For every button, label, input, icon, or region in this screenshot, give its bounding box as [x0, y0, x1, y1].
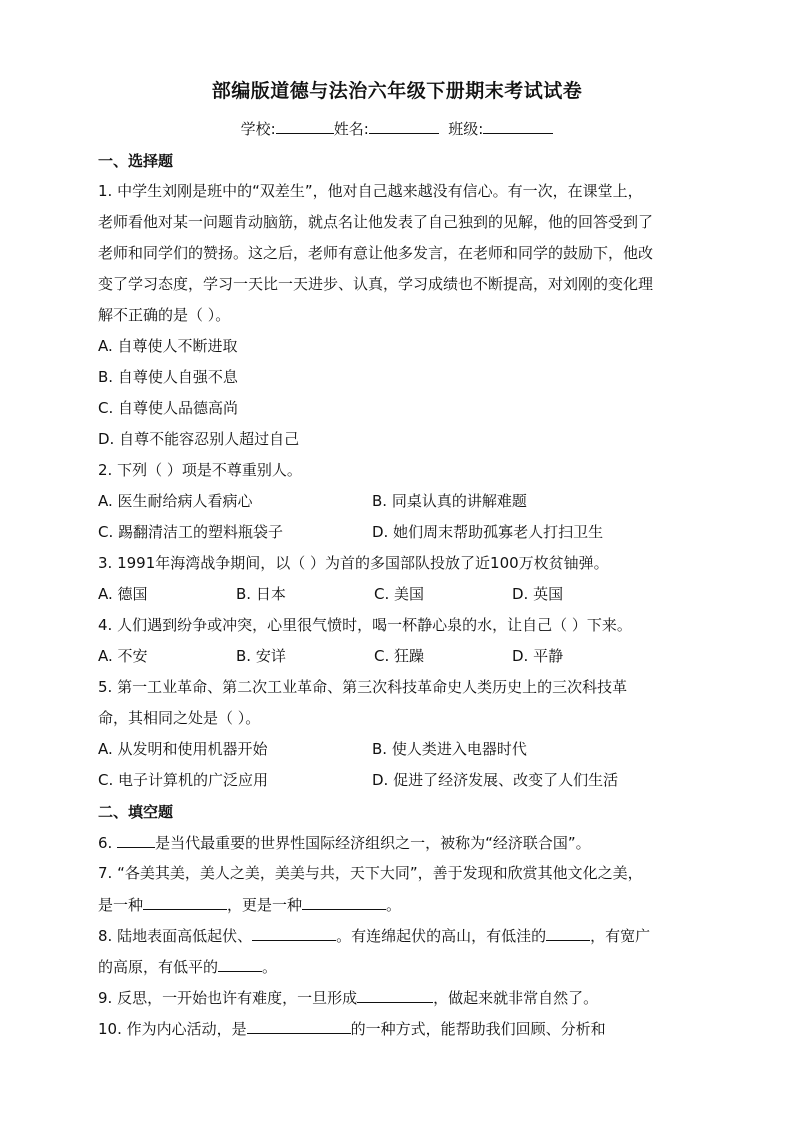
q9-blank[interactable] — [357, 987, 433, 1003]
class-label: 班级: — [448, 120, 484, 138]
q3-option-a[interactable]: A. 德国 — [98, 585, 148, 603]
q2-option-d[interactable]: D. 她们周末帮助孤寡老人打扫卫生 — [372, 523, 604, 541]
q9-line — [98, 987, 598, 1008]
q5-option-a[interactable]: A. 从发明和使用机器开始 — [98, 740, 268, 758]
q1-option-c[interactable]: C. 自尊使人品德高尚 — [98, 399, 239, 417]
q4-option-a[interactable]: A. 不安 — [98, 647, 148, 665]
q3-stem: 3. 1991年海湾战争期间，以（ ）为首的多国部队投放了近100万枚贫铀弹。 — [98, 554, 609, 572]
q6-text: 是当代最重要的世界性国际经济组织之一，被称为“经济联合国”。 — [155, 834, 591, 852]
q7-text-c: 。 — [386, 896, 402, 914]
q8-line-1 — [98, 925, 650, 946]
q10-line — [98, 1018, 606, 1039]
q1-line-1: 1. 中学生刘刚是班中的“双差生”，他对自己越来越没有信心。有一次，在课堂上， — [98, 182, 643, 200]
q8-blank-3[interactable] — [218, 956, 262, 972]
q8-blank-2[interactable] — [546, 925, 590, 941]
q4-option-d[interactable]: D. 平静 — [512, 647, 564, 665]
q8-blank-1[interactable] — [252, 925, 336, 941]
q2-option-c[interactable]: C. 踢翻清洁工的塑料瓶袋子 — [98, 523, 284, 541]
q4-stem: 4. 人们遇到纷争或冲突，心里很气愤时，喝一杯静心泉的水，让自己（ ）下来。 — [98, 616, 632, 634]
q10-prefix: 10. 作为内心活动，是 — [98, 1020, 247, 1038]
student-info-row — [0, 118, 794, 139]
q8-text-e: 。 — [262, 958, 278, 976]
q8-text-d: 的高原，有低平的 — [98, 958, 219, 976]
q7-text-a: 是一种 — [98, 896, 144, 914]
q1-option-d[interactable]: D. 自尊不能容忍别人超过自己 — [98, 430, 300, 448]
q7-blank-2[interactable] — [302, 894, 386, 910]
q6-line — [98, 832, 591, 853]
q3-option-c[interactable]: C. 美国 — [374, 585, 425, 603]
q1-line-2: 老师看他对某一问题肯动脑筋，就点名让他发表了自己独到的见解，他的回答受到了 — [98, 213, 654, 231]
school-blank[interactable] — [276, 119, 334, 134]
q6-prefix: 6. — [98, 834, 118, 852]
q5-option-d[interactable]: D. 促进了经济发展、改变了人们生活 — [372, 771, 619, 789]
q10-blank[interactable] — [247, 1018, 351, 1034]
q6-blank[interactable] — [117, 832, 155, 848]
q9-text: ，做起来就非常自然了。 — [433, 989, 599, 1007]
q2-option-b[interactable]: B. 同桌认真的讲解难题 — [372, 492, 527, 510]
q7-text-b: ，更是一种 — [227, 896, 303, 914]
q8-line-2 — [98, 956, 277, 977]
q4-option-b[interactable]: B. 安详 — [236, 647, 286, 665]
q5-option-b[interactable]: B. 使人类进入电器时代 — [372, 740, 527, 758]
q1-line-5: 解不正确的是（ ）。 — [98, 306, 231, 324]
q1-option-b[interactable]: B. 自尊使人自强不息 — [98, 368, 238, 386]
name-blank[interactable] — [369, 119, 439, 134]
q1-line-4: 变了学习态度，学习一天比一天进步、认真，学习成绩也不断提高，对刘刚的变化理 — [98, 275, 654, 293]
q4-option-c[interactable]: C. 狂躁 — [374, 647, 425, 665]
q3-option-d[interactable]: D. 英国 — [512, 585, 564, 603]
q10-text: 的一种方式，能帮助我们回顾、分析和 — [350, 1020, 606, 1038]
q8-text-c: ，有宽广 — [590, 927, 651, 945]
section-fill-heading: 二、填空题 — [98, 803, 174, 821]
section-choice-heading: 一、选择题 — [98, 152, 174, 170]
q1-line-3: 老师和同学们的赞扬。这之后，老师有意让他多发言，在老师和同学的鼓励下，他改 — [98, 244, 654, 262]
q7-line-1: 7. “各美其美，美人之美，美美与共，天下大同”，善于发现和欣赏其他文化之美， — [98, 864, 643, 882]
q2-option-a[interactable]: A. 医生耐给病人看病心 — [98, 492, 253, 510]
q5-line-1: 5. 第一工业革命、第二次工业革命、第三次科技革命史人类历史上的三次科技革 — [98, 678, 628, 696]
q5-line-2: 命，其相同之处是（ ）。 — [98, 709, 261, 727]
class-blank[interactable] — [483, 119, 553, 134]
q7-blank-1[interactable] — [143, 894, 227, 910]
q2-stem: 2. 下列（ ）项是不尊重别人。 — [98, 461, 302, 479]
school-label: 学校: — [240, 120, 276, 138]
q9-prefix: 9. 反思，一开始也许有难度，一旦形成 — [98, 989, 358, 1007]
q8-text-b: 。有连绵起伏的高山，有低洼的 — [336, 927, 547, 945]
q5-option-c[interactable]: C. 电子计算机的广泛应用 — [98, 771, 269, 789]
page-title: 部编版道德与法治六年级下册期末考试试卷 — [211, 80, 583, 102]
q7-line-2 — [98, 894, 401, 915]
q1-option-a[interactable]: A. 自尊使人不断进取 — [98, 337, 238, 355]
q3-option-b[interactable]: B. 日本 — [236, 585, 286, 603]
name-label: 姓名: — [333, 120, 369, 138]
q8-text-a: 8. 陆地表面高低起伏、 — [98, 927, 253, 945]
